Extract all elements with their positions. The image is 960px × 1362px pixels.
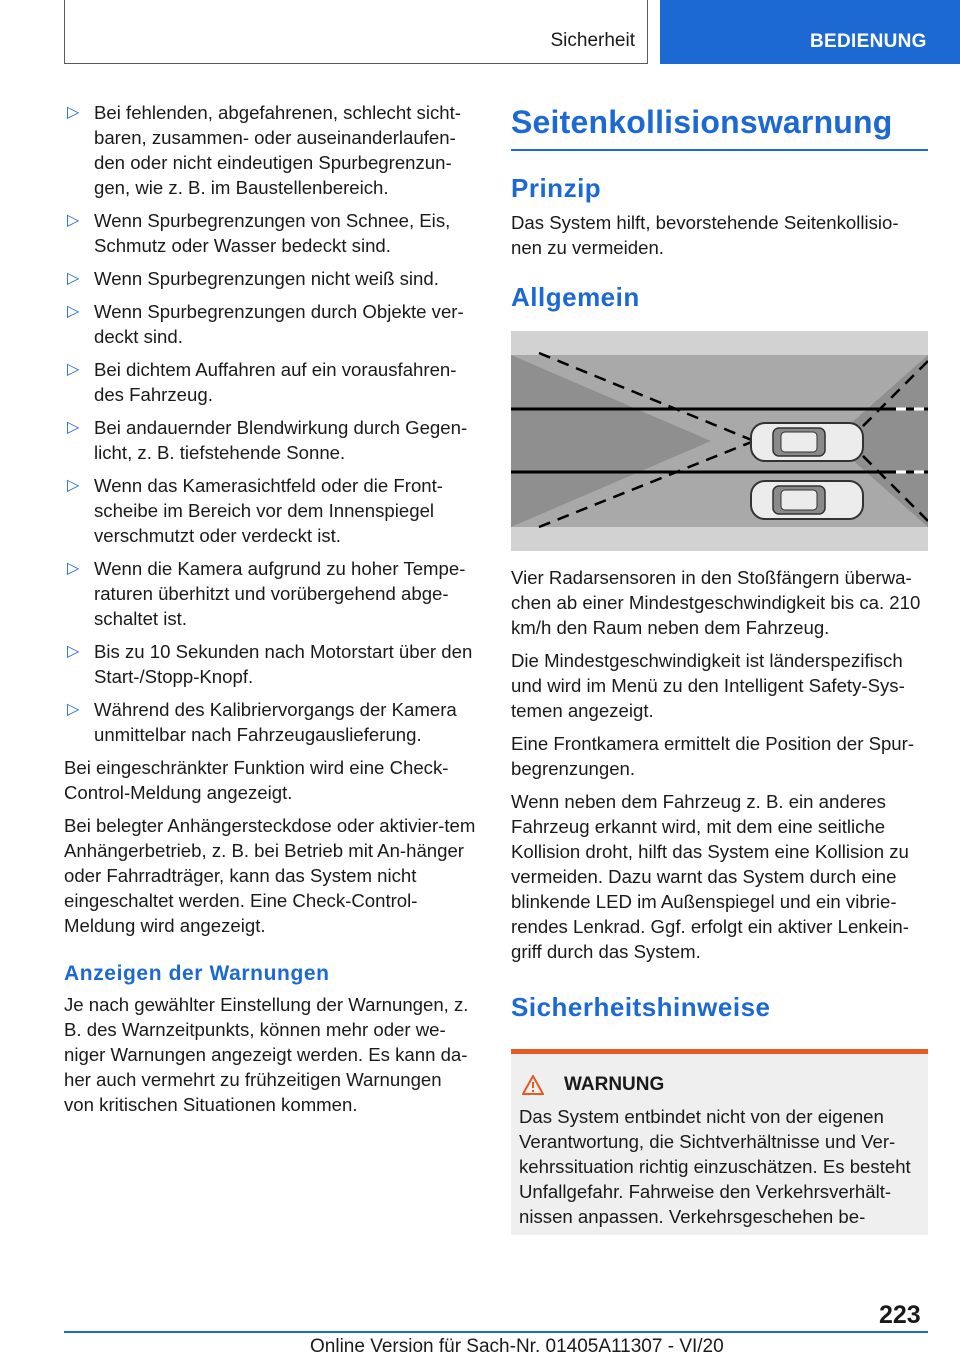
footer-rule xyxy=(64,1331,928,1333)
paragraph-warnings: Je nach gewählter Einstellung der Warnungen, z. B. des Warnzeitpunkts, können mehr oder we-niger Warnungen angezeigt werden. Es kann da-her auch vermehrt zu frühzeitigen Warnungen von kritischen Situationen kommen. xyxy=(64,994,469,1115)
condition-item xyxy=(64,473,476,548)
page-title: Seitenkollisionswarnung xyxy=(511,100,928,151)
condition-text: Bei andauernder Blendwirkung durch Gegen-licht, z. B. tiefstehende Sonne. xyxy=(94,417,468,463)
footer-online-version: Online Version für Sach-Nr. 01405A11307 - VI/20 xyxy=(310,1336,724,1357)
header-chapter-tab[interactable] xyxy=(660,0,960,64)
condition-item xyxy=(64,100,476,200)
heading-prinzip: Prinzip xyxy=(511,173,602,203)
allgemein-paragraph: Die Mindestgeschwindigkeit ist länderspezifisch und wird im Menü zu den Intelligent Safety-Sys-temen angezeigt. xyxy=(511,650,905,721)
bullet-triangle-icon: ▷ xyxy=(67,477,80,494)
bullet-triangle-icon: ▷ xyxy=(67,270,80,287)
subheading-warnings: Anzeigen der Warnungen xyxy=(64,962,330,985)
condition-item xyxy=(64,299,476,349)
paragraph-check-control: Bei eingeschränkter Funktion wird eine Check-Control-Meldung angezeigt. xyxy=(64,757,449,803)
page-number: 223 xyxy=(879,1301,921,1329)
condition-text: Wenn das Kamerasichtfeld oder die Front-scheibe im Bereich vor dem Innenspiegel verschmutzt oder verdeckt ist. xyxy=(94,475,443,546)
allgemein-paragraph: Vier Radarsensoren in den Stoßfängern überwa-chen ab einer Mindestgeschwindigkeit bis ca. 210 km/h den Raum neben dem Fahrzeug. xyxy=(511,567,921,638)
condition-text: Bis zu 10 Sekunden nach Motorstart über den Start-/Stopp-Knopf. xyxy=(94,641,473,687)
right-column xyxy=(511,100,928,1235)
bullet-triangle-icon: ▷ xyxy=(67,212,80,229)
bullet-triangle-icon: ▷ xyxy=(67,643,80,660)
condition-text: Bei dichtem Auffahren auf ein vorausfahren-des Fahrzeug. xyxy=(94,359,457,405)
condition-text: Wenn die Kamera aufgrund zu hoher Tempe-raturen überhitzt und vorübergehend abge-schaltet ist. xyxy=(94,558,466,629)
heading-allgemein: Allgemein xyxy=(511,282,640,312)
own-vehicle xyxy=(751,423,863,461)
allgemein-paragraph: Wenn neben dem Fahrzeug z. B. ein anderes Fahrzeug erkannt wird, mit dem eine seitliche Kollision droht, hilft das System eine Kollision zu vermeiden. Dazu warnt das System durch eine blinkende LED im Außenspiegel und ein vibrie-rendes Lenkrad. Ggf. erfolgt ein aktiver Lenkein-griff durch das System. xyxy=(511,791,909,962)
condition-item xyxy=(64,357,476,407)
paragraph-prinzip: Das System hilft, bevorstehende Seitenkollisio-nen zu vermeiden. xyxy=(511,212,899,258)
adjacent-vehicle xyxy=(751,481,863,519)
condition-text: Bei fehlenden, abgefahrenen, schlecht sicht-baren, zusammen- oder auseinanderlaufen-den oder nicht eindeutigen Spurbegrenzun-gen, wie z. B. im Baustellenbereich. xyxy=(94,102,461,198)
warning-text: Das System entbindet nicht von der eigenen Verantwortung, die Sichtverhältnisse und Ver-kehrssituation richtig einzuschätzen. Es besteht Unfallgefahr. Fahrweise den Verkehrsverhält-nissen anpassen. Verkehrsgeschehen be- xyxy=(519,1106,911,1227)
warning-box xyxy=(511,1054,928,1235)
condition-text: Wenn Spurbegrenzungen nicht weiß sind. xyxy=(94,268,439,289)
left-column xyxy=(64,100,476,1125)
condition-item xyxy=(64,266,476,291)
condition-item xyxy=(64,208,476,258)
paragraph-trailer: Bei belegter Anhängersteckdose oder aktivier-tem Anhängerbetrieb, z. B. bei Betrieb mit An-hänger oder Fahrradträger, kann das System nicht eingeschaltet werden. Eine Check-Control-Meldung wird angezeigt. xyxy=(64,815,476,936)
condition-text: Wenn Spurbegrenzungen von Schnee, Eis, Schmutz oder Wasser bedeckt sind. xyxy=(94,210,451,256)
bullet-triangle-icon: ▷ xyxy=(67,104,80,121)
condition-item xyxy=(64,415,476,465)
warning-label: WARNUNG xyxy=(564,1074,665,1095)
header-section-box xyxy=(64,0,648,64)
condition-text: Während des Kalibriervorgangs der Kamera unmittelbar nach Fahrzeugauslieferung. xyxy=(94,699,457,745)
bullet-triangle-icon: ▷ xyxy=(67,361,80,378)
header-chapter-label: BEDIENUNG xyxy=(810,31,927,52)
condition-list xyxy=(64,100,476,747)
allgemein-paragraph: Eine Frontkamera ermittelt die Position der Spur-begrenzungen. xyxy=(511,733,915,779)
condition-text: Wenn Spurbegrenzungen durch Objekte ver-deckt sind. xyxy=(94,301,464,347)
bullet-triangle-icon: ▷ xyxy=(67,560,80,577)
condition-item xyxy=(64,556,476,631)
header-section-label: Sicherheit xyxy=(550,30,635,51)
heading-sicherheitshinweise: Sicherheitshinweise xyxy=(511,992,771,1022)
bullet-triangle-icon: ▷ xyxy=(67,701,80,718)
bullet-triangle-icon: ▷ xyxy=(67,303,80,320)
side-collision-illustration xyxy=(511,331,928,551)
allgemein-text xyxy=(511,565,928,964)
condition-item xyxy=(64,697,476,747)
condition-item xyxy=(64,639,476,689)
bullet-triangle-icon: ▷ xyxy=(67,419,80,436)
warning-header xyxy=(519,1074,920,1096)
warning-triangle-icon xyxy=(522,1075,544,1095)
